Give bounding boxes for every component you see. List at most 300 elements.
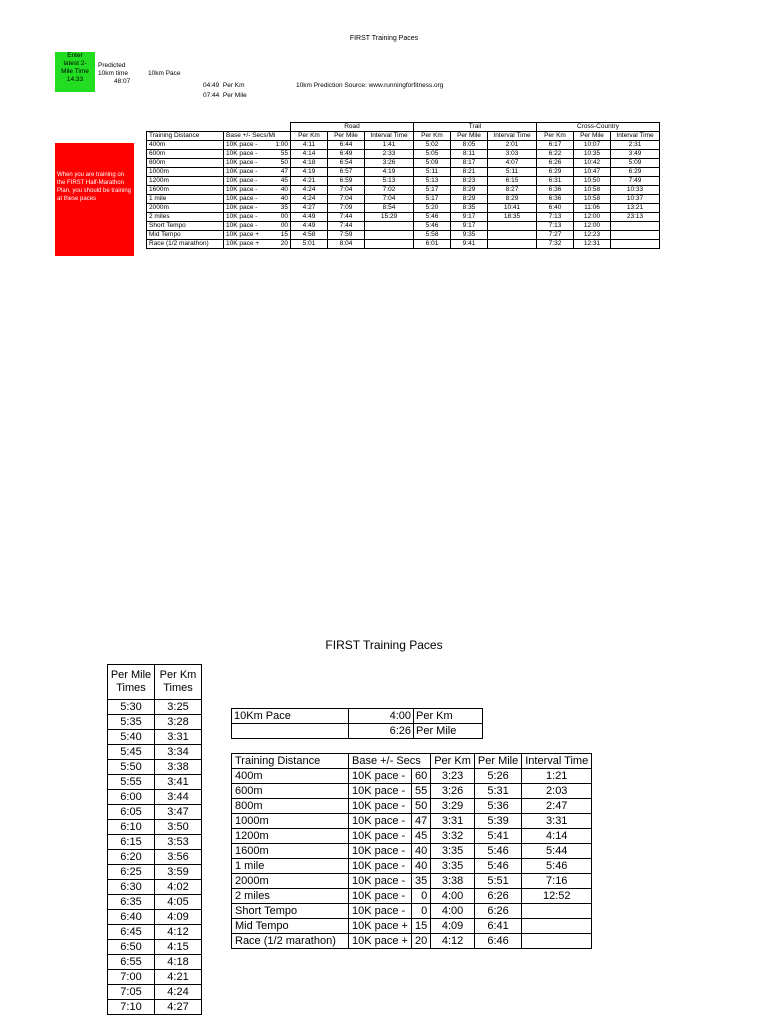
table-row [232,814,592,829]
table-cell: 2:33 [365,150,414,159]
table-cell [522,934,592,949]
table-cell: 4:14 [291,150,328,159]
table-row [147,231,660,240]
table-cell: 6:15 [488,177,537,186]
table-cell: 10K pace + [224,231,270,240]
column-header: Training Distance [147,132,224,141]
table-row [147,168,660,177]
table-cell: 20 [411,934,430,949]
per-km-value: 04:49 Per Km [203,82,245,89]
table-cell: 4:58 [291,231,328,240]
table-cell: 1:41 [365,141,414,150]
table-cell: 10K pace - [224,195,270,204]
table-row [108,700,202,715]
table-cell: 00 [269,222,290,231]
table-cell: 5:31 [474,784,521,799]
table-cell: 1000m [147,168,224,177]
pace-cell: 6:30 [108,880,155,895]
column-header: Per Km [431,754,475,769]
table-row [147,177,660,186]
table-cell: 40 [411,844,430,859]
column-header: Base +/- Secs/Mi [224,132,291,141]
table-cell: 8:27 [488,186,537,195]
table-row [108,775,202,790]
pace-cell: 7:10 [108,1000,155,1015]
table-cell: 8:35 [451,204,488,213]
ten-k-label: 10Km Pace [232,709,349,724]
table-cell: 4:07 [488,159,537,168]
pace-cell: 5:40 [108,730,155,745]
pace-cell: 4:27 [155,1000,202,1015]
table-cell: 3:29 [431,799,475,814]
pace-cell: 4:05 [155,895,202,910]
table-cell: 10:47 [574,168,611,177]
pace-header: Per Km Times [155,665,202,700]
pace-cell: 6:50 [108,940,155,955]
table-cell: 3:31 [431,814,475,829]
table-row [108,805,202,820]
column-header: Per Km [537,132,574,141]
pace-cell: 6:55 [108,955,155,970]
table-cell: 47 [411,814,430,829]
table-row [108,925,202,940]
green-line: Mile Time [61,68,89,75]
table-cell: Mid Tempo [147,231,224,240]
table-cell: Short Tempo [147,222,224,231]
table-cell: 7:04 [328,186,365,195]
pace-cell: 6:15 [108,835,155,850]
table-cell: 1 mile [147,195,224,204]
table-cell: 8:21 [451,168,488,177]
table-cell: 10:07 [574,141,611,150]
pace-cell: 6:00 [108,790,155,805]
table-cell: Race (1/2 marathon) [232,934,349,949]
table-row [147,195,660,204]
pace-cell: 4:12 [155,925,202,940]
table-cell: 10K pace - [349,859,412,874]
table-cell: 10K pace - [349,889,412,904]
column-header: Interval Time [522,754,592,769]
table-cell: 5:09 [611,159,660,168]
pace-cell: 3:34 [155,745,202,760]
table-row [232,829,592,844]
table-cell: 10K pace - [224,222,270,231]
table-row [108,760,202,775]
table-row [108,715,202,730]
table-cell: 10K pace - [224,150,270,159]
table-cell: 6:26 [537,159,574,168]
pace-cell: 7:05 [108,985,155,1000]
table-cell: 8:05 [451,141,488,150]
table-cell: 3:38 [431,874,475,889]
pace-cell: 4:18 [155,955,202,970]
pace-cell: 3:47 [155,805,202,820]
table-cell: 18:35 [488,213,537,222]
table-cell [365,222,414,231]
table-cell: 7:44 [328,213,365,222]
table-cell: 1200m [147,177,224,186]
bottom-title: FIRST Training Paces [325,638,443,652]
pace-cell: 6:25 [108,865,155,880]
pace-cell: 6:20 [108,850,155,865]
table-cell: 10K pace - [349,874,412,889]
table-cell: 10K pace - [349,799,412,814]
table-cell: 10K pace + [349,919,412,934]
table-cell: 6:36 [537,186,574,195]
table-cell [488,231,537,240]
pace-cell: 6:10 [108,820,155,835]
column-header: Interval Time [488,132,537,141]
pace-cell: 4:21 [155,970,202,985]
table-cell: 2:01 [488,141,537,150]
table-cell: 5:46 [414,213,451,222]
table-cell: 8:54 [365,204,414,213]
table-row [108,850,202,865]
table-cell: 8:11 [451,150,488,159]
pace-cell: 6:45 [108,925,155,940]
table-cell: 4:12 [431,934,475,949]
table-cell: 4:00 [431,904,475,919]
table-cell: 5:46 [414,222,451,231]
table-cell [488,222,537,231]
table-cell: 6:26 [474,904,521,919]
table-cell: 6:26 [474,889,521,904]
table-cell: 5:17 [414,186,451,195]
table-cell [365,240,414,249]
table-cell: 5:44 [522,844,592,859]
table-cell: 10:41 [488,204,537,213]
table-cell: 4:11 [291,141,328,150]
ten-k-mile-value[interactable]: 6:26 [349,724,414,739]
table-cell: 6:44 [328,141,365,150]
table-cell: 6:29 [611,168,660,177]
top-title: FIRST Training Paces [349,35,419,42]
pace-cell: 3:38 [155,760,202,775]
table-cell: 7:44 [328,222,365,231]
table-cell: 6:31 [537,177,574,186]
table-row [108,820,202,835]
table-cell: 4:19 [365,168,414,177]
column-header: Interval Time [611,132,660,141]
table-cell: 10:58 [574,186,611,195]
table-cell: 12:00 [574,213,611,222]
red-note-box: When you are training on the FIRST Half-Marathon Plan, you should be training at these paces [55,143,134,256]
two-mile-time-input-box[interactable] [55,52,95,92]
table-cell: 15:29 [365,213,414,222]
table-cell: 50 [269,159,290,168]
pace-cell: 5:55 [108,775,155,790]
table-row [108,835,202,850]
table-cell: 7:04 [328,195,365,204]
table-cell: 9:17 [451,213,488,222]
table-row [232,889,592,904]
pace-cell: 3:50 [155,820,202,835]
column-header: Per Mile [451,132,488,141]
table-cell: 12:31 [574,240,611,249]
table-cell: 0 [411,889,430,904]
table-cell: 400m [147,141,224,150]
pace-cell: 4:09 [155,910,202,925]
table-cell: 5:39 [474,814,521,829]
table-cell: 5:01 [291,240,328,249]
table-row [232,769,592,784]
table-cell: 2 miles [232,889,349,904]
table-row [232,874,592,889]
ten-k-km-unit: Per Km [414,709,483,724]
group-header-blank [147,123,291,132]
per-mile-value: 07:44 Per Mile [203,92,247,99]
pace-cell: 5:30 [108,700,155,715]
table-cell: 7:32 [537,240,574,249]
table-cell: 3:23 [431,769,475,784]
table-cell: 1:21 [522,769,592,784]
table-cell: 5:26 [474,769,521,784]
table-row [147,141,660,150]
pace-cell: 3:56 [155,850,202,865]
top-paces-table [146,122,660,249]
table-cell: 4:09 [431,919,475,934]
table-row [108,745,202,760]
table-cell: 3:49 [611,150,660,159]
table-cell: 2:47 [522,799,592,814]
table-cell: 9:35 [451,231,488,240]
table-cell: 6:49 [328,150,365,159]
table-cell: 35 [411,874,430,889]
table-cell: 6:22 [537,150,574,159]
table-cell: 10:42 [574,159,611,168]
table-cell: 15 [269,231,290,240]
table-cell: 7:59 [328,231,365,240]
table-cell: 3:35 [431,859,475,874]
table-cell: 2000m [232,874,349,889]
table-cell: 3:26 [431,784,475,799]
table-cell: 9:41 [451,240,488,249]
table-cell: 4:49 [291,222,328,231]
table-row [108,1000,202,1015]
pace-cell: 4:02 [155,880,202,895]
table-cell: 10:37 [611,195,660,204]
table-row [147,213,660,222]
group-header: Trail [414,123,537,132]
two-mile-time-value[interactable]: 14:33 [66,76,84,83]
predicted-value: 48:07 [114,78,131,85]
table-cell [365,231,414,240]
table-cell: 40 [269,195,290,204]
table-cell: 10K pace - [224,213,270,222]
table-cell: 4:14 [522,829,592,844]
table-cell: 8:29 [488,195,537,204]
table-cell: 5:46 [474,859,521,874]
table-cell: 10K pace - [349,784,412,799]
table-cell: 10:33 [611,186,660,195]
table-cell: 6:46 [474,934,521,949]
pace-cell: 3:31 [155,730,202,745]
table-cell: 10K pace - [349,844,412,859]
table-cell: 5:17 [414,195,451,204]
table-cell: 4:49 [291,213,328,222]
table-cell: 45 [411,829,430,844]
table-cell: 10:58 [574,195,611,204]
table-cell: 10K pace - [224,159,270,168]
table-row [232,844,592,859]
pace-cell: 4:24 [155,985,202,1000]
table-row [232,859,592,874]
table-row [108,865,202,880]
group-header: Cross-Country [537,123,660,132]
table-cell: 45 [269,177,290,186]
table-cell: 3:03 [488,150,537,159]
table-cell: 12:00 [574,222,611,231]
table-row [108,955,202,970]
table-cell: 20 [269,240,290,249]
table-row [108,790,202,805]
table-cell: 9:17 [451,222,488,231]
column-header: Per Mile [328,132,365,141]
table-cell: 3:31 [522,814,592,829]
table-cell: 10K pace - [224,141,270,150]
table-cell: 1600m [232,844,349,859]
table-cell: 1 mile [232,859,349,874]
green-line: latest 2- [63,60,87,67]
table-cell: 5:13 [365,177,414,186]
table-cell: 6:59 [328,177,365,186]
pace-cell: 7:00 [108,970,155,985]
table-cell: 8:29 [451,195,488,204]
pace-cell: 3:41 [155,775,202,790]
table-cell: 5:41 [474,829,521,844]
table-cell: 5:09 [414,159,451,168]
table-cell: 12:52 [522,889,592,904]
column-header: Per Mile [474,754,521,769]
table-row [108,970,202,985]
table-cell: 10K pace - [349,814,412,829]
table-cell: 55 [411,784,430,799]
table-cell: 8:04 [328,240,365,249]
predicted-label-line: Predicted [98,62,126,69]
table-row [147,159,660,168]
table-cell: 7:02 [365,186,414,195]
table-cell: 7:04 [365,195,414,204]
table-cell: 3:32 [431,829,475,844]
table-cell: 11:06 [574,204,611,213]
table-cell: 7:49 [611,177,660,186]
pace-cell: 6:40 [108,910,155,925]
table-cell [488,240,537,249]
table-cell: 2 miles [147,213,224,222]
green-line: Enter [67,52,83,59]
pace-cell: 6:35 [108,895,155,910]
column-header: Interval Time [365,132,414,141]
table-cell: 40 [269,186,290,195]
ten-k-km-value[interactable]: 4:00 [349,709,414,724]
table-cell: 3:26 [365,159,414,168]
table-cell: 1000m [232,814,349,829]
table-cell: 10K pace - [349,904,412,919]
table-cell: 7:13 [537,222,574,231]
table-cell: 6:41 [474,919,521,934]
predicted-label [98,62,128,78]
table-row [108,985,202,1000]
table-cell: 600m [232,784,349,799]
table-cell: 4:21 [291,177,328,186]
table-cell: 4:18 [291,159,328,168]
table-cell: 4:19 [291,168,328,177]
table-cell: 800m [232,799,349,814]
table-cell: 8:23 [451,177,488,186]
ten-k-mile-unit: Per Mile [414,724,483,739]
table-cell: 12:23 [574,231,611,240]
table-row [147,222,660,231]
table-cell: 3:35 [431,844,475,859]
table-cell: 5:11 [488,168,537,177]
table-row [147,186,660,195]
pace-label: 10km Pace [148,70,181,77]
table-cell [522,904,592,919]
table-cell: 35 [269,204,290,213]
table-cell: 8:17 [451,159,488,168]
pace-cell: 4:15 [155,940,202,955]
table-cell: 40 [411,859,430,874]
group-header: Road [291,123,414,132]
table-cell: Race (1/2 marathon) [147,240,224,249]
table-cell: 5:05 [414,150,451,159]
table-cell: 55 [269,150,290,159]
table-cell: 6:57 [328,168,365,177]
table-row [108,910,202,925]
table-cell: 10K pace - [224,177,270,186]
table-cell: 15 [411,919,430,934]
column-header: Per Mile [574,132,611,141]
table-cell: 5:11 [414,168,451,177]
table-cell: 5:46 [474,844,521,859]
table-cell: 600m [147,150,224,159]
column-header: Base +/- Secs [349,754,431,769]
pace-cell: 6:05 [108,805,155,820]
table-cell: 6:29 [537,168,574,177]
predicted-label-line: 10km time [98,70,128,77]
ten-k-blank [232,724,349,739]
table-cell: 6:17 [537,141,574,150]
table-row [147,150,660,159]
pace-conversion-table [107,664,202,1015]
column-header: Per Km [414,132,451,141]
table-cell: 400m [232,769,349,784]
table-cell: 6:01 [414,240,451,249]
pace-cell: 5:35 [108,715,155,730]
pace-cell: 3:59 [155,865,202,880]
column-header: Per Km [291,132,328,141]
table-cell: 0 [411,904,430,919]
table-cell: 5:02 [414,141,451,150]
table-cell: 7:27 [537,231,574,240]
table-cell: 7:09 [328,204,365,213]
pace-cell: 3:25 [155,700,202,715]
table-cell: 6:54 [328,159,365,168]
table-cell: 10:35 [574,150,611,159]
table-row [108,880,202,895]
pace-header: Per Mile Times [108,665,155,700]
table-cell: 10K pace - [224,186,270,195]
table-cell: 2:03 [522,784,592,799]
table-cell [522,919,592,934]
table-row [108,895,202,910]
table-cell: 13:21 [611,204,660,213]
table-cell: 1:00 [269,141,290,150]
table-row [147,204,660,213]
table-cell: 60 [411,769,430,784]
table-cell: 5:51 [474,874,521,889]
table-row [232,904,592,919]
